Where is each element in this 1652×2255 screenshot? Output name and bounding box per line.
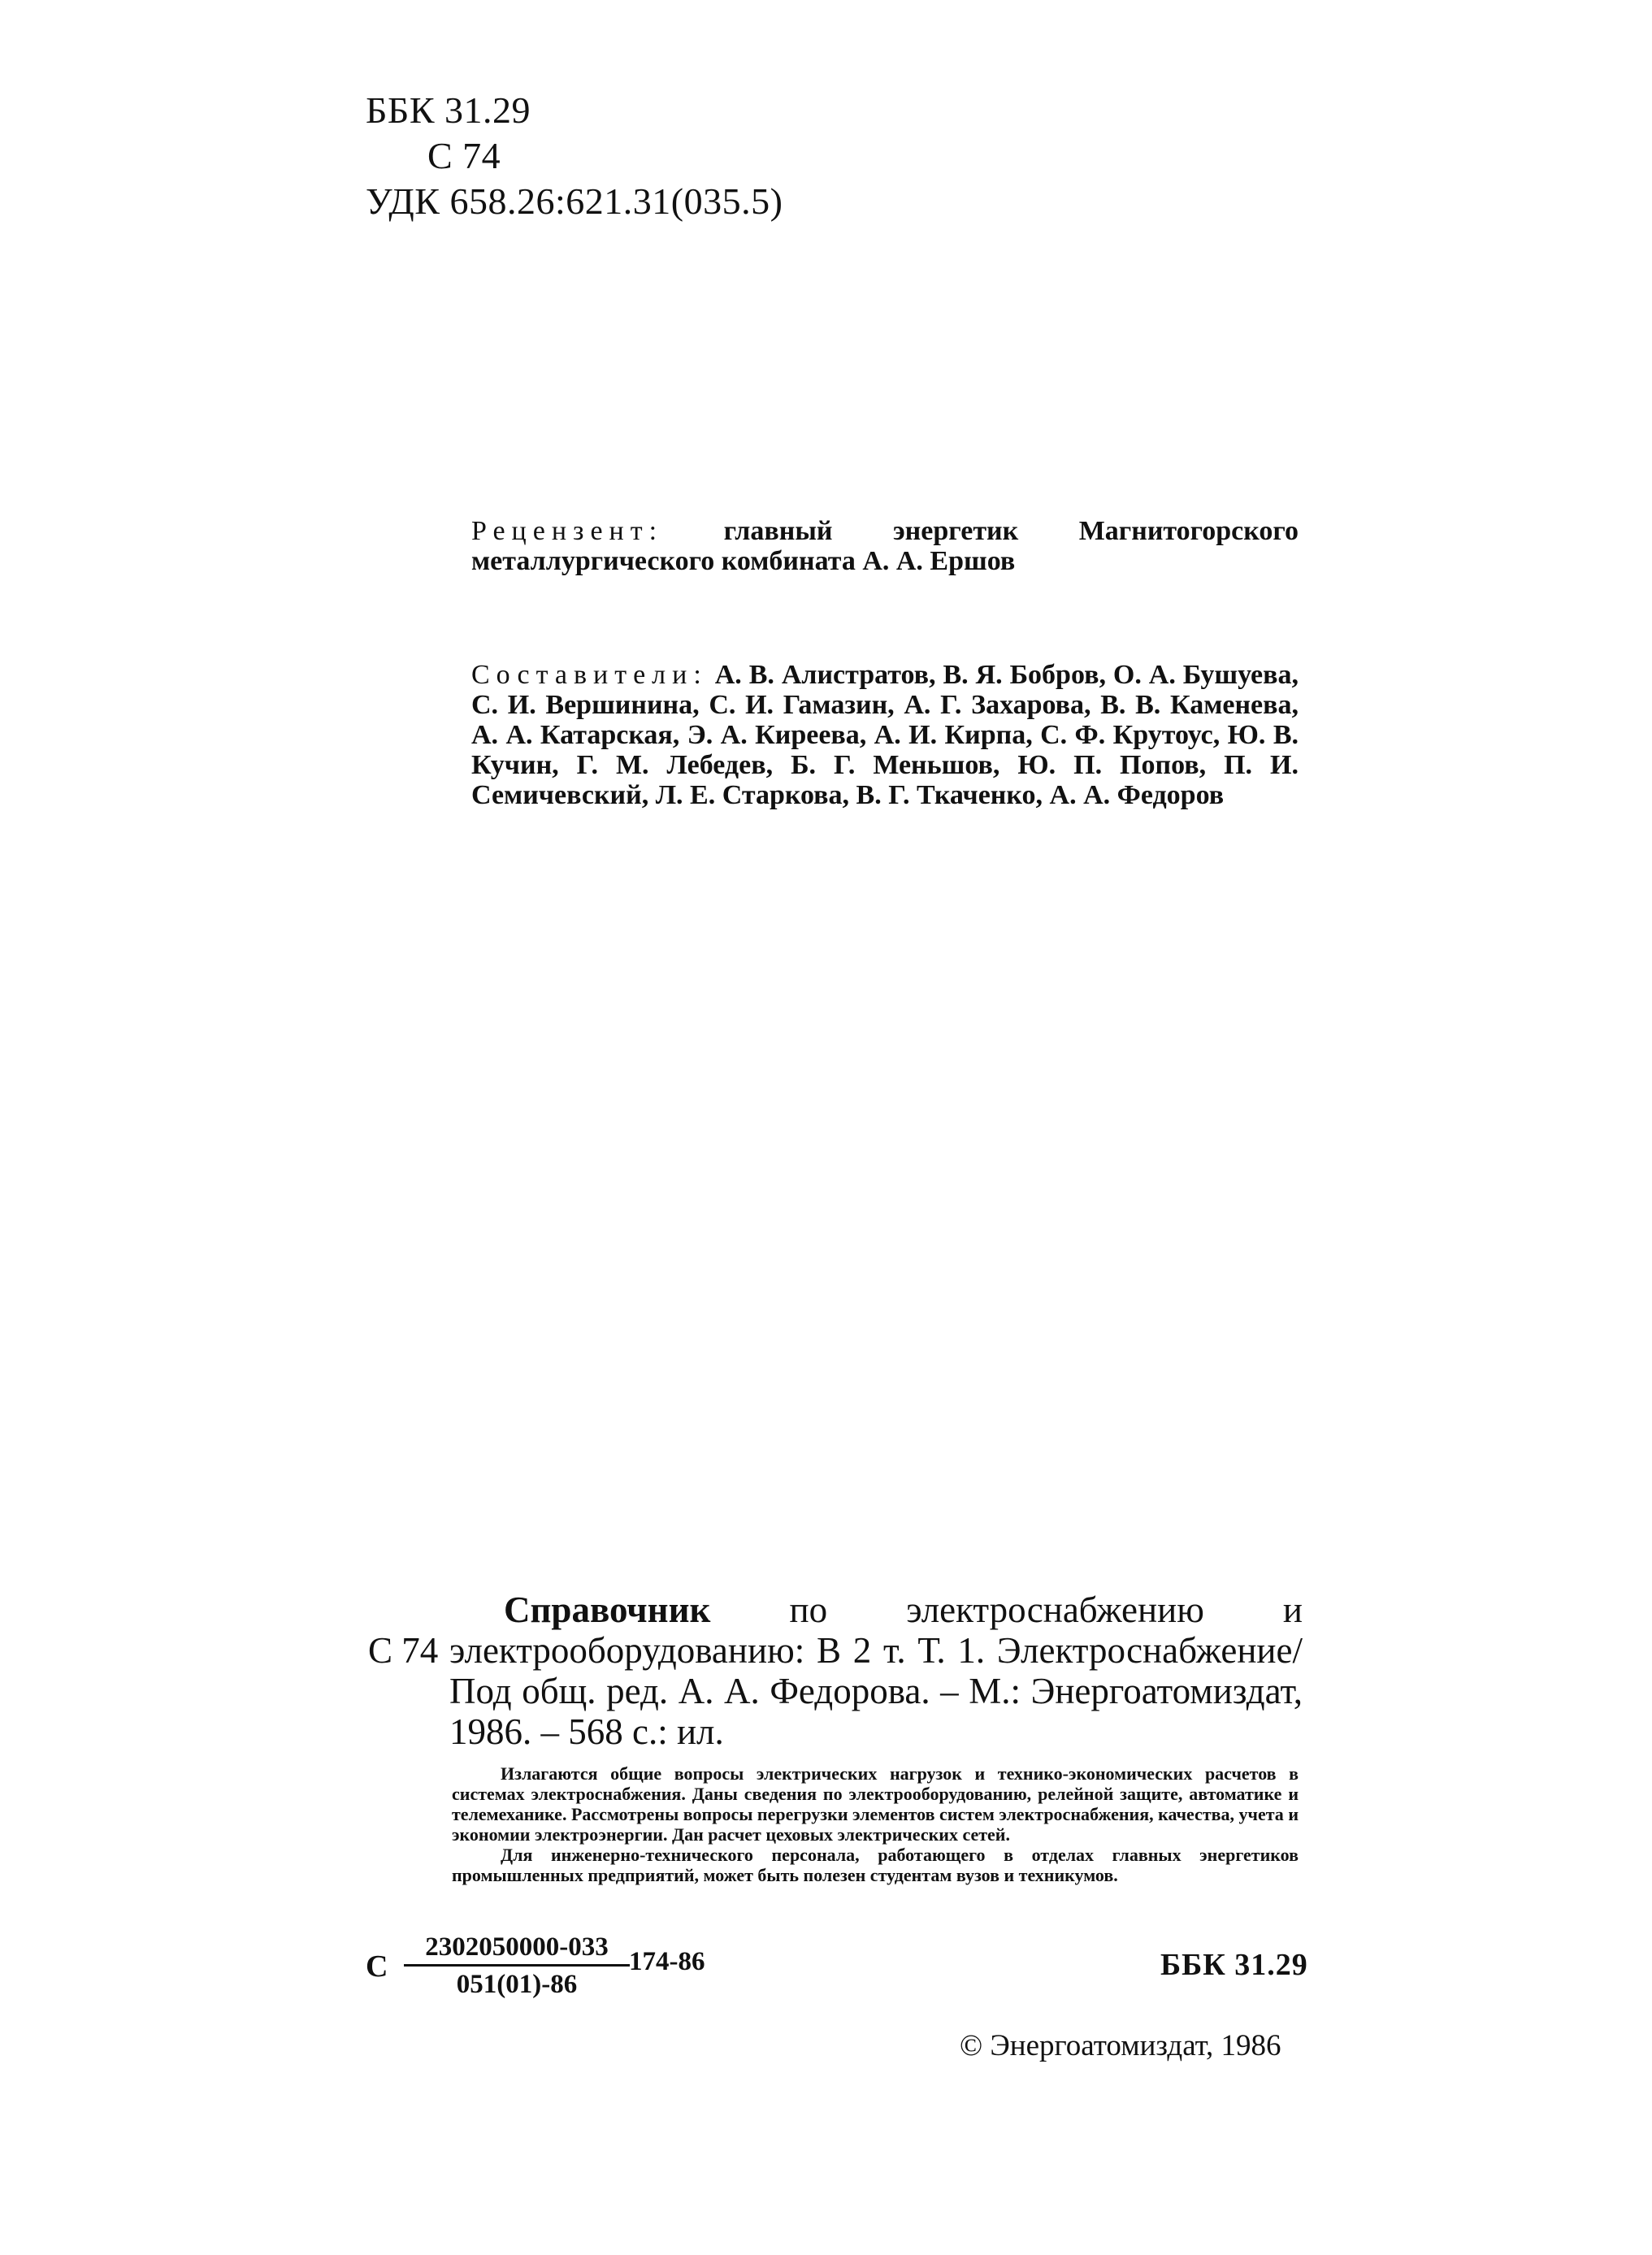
code-fraction xyxy=(404,1932,630,2000)
annotation-paragraph-2: Для инженерно-технического персонала, работающего в отделах главных энергетиков промышленных предприятий, может быть полезен студентам вузов и техникумов. xyxy=(452,1845,1299,1885)
author-sign: С 74 xyxy=(427,135,501,176)
code-suffix: 174-86 xyxy=(629,1947,705,1976)
title-word: Справочник xyxy=(504,1589,711,1630)
bibliographic-text xyxy=(449,1589,1303,1752)
bibliographic-entry xyxy=(368,1589,1303,1752)
code-numerator: 2302050000-033 xyxy=(425,1932,609,1962)
udk-code: УДК 658.26:621.31(035.5) xyxy=(366,180,783,222)
code-denominator: 051(01)-86 xyxy=(456,1970,578,1999)
bbk-code-bottom: ББК 31.29 xyxy=(1160,1948,1308,1982)
compilers-text: А. В. Алистратов, В. Я. Бобров, О. А. Бушуева, С. И. Вершинина, С. И. Гамазин, А. Г. Захарова, В. В. Каменева, А. А. Катарская, Э. А. Киреева, А. И. Кирпа, С. Ф. Крутоус, Ю. В. Кучин, Г. М. Лебедев, Б. Г. Меньшов, Ю. П. Попов, П. И. Семичевский, Л. Е. Старкова, В. Г. Ткаченко, А. А. Федоров xyxy=(471,660,1299,810)
reviewer-label: Рецензент: xyxy=(471,516,664,546)
code-prefix: С xyxy=(366,1949,388,1984)
annotation xyxy=(452,1763,1299,1885)
bbk-code: ББК 31.29 xyxy=(366,89,531,131)
compilers-paragraph xyxy=(471,660,1299,810)
bibliographic-description: по электроснабжению и электрооборудованию: В 2 т. Т. 1. Электроснабжение/Под общ. ред. А. А. Федорова. – М.: Энергоатомиздат, 1986. – 568 с.: ил. xyxy=(449,1589,1303,1752)
copyright-line: © Энергоатомиздат, 1986 xyxy=(960,2029,1281,2062)
reviewer-text: главный энергетик Магнитогорского металлургического комбината А. А. Ершов xyxy=(471,516,1299,576)
call-number: С 74 xyxy=(368,1630,439,1671)
annotation-paragraph-1: Излагаются общие вопросы электрических нагрузок и технико-экономических расчетов в системах электроснабжения. Даны сведения по электрооборудованию, релейной защите, автоматике и телемеханике. Рассмотрены вопросы перегрузки элементов систем электроснабжения, качества, учета и экономии электроэнергии. Дан расчет цеховых электрических сетей. xyxy=(452,1763,1299,1845)
reviewer-paragraph xyxy=(471,516,1299,576)
compilers-label: Составители: xyxy=(471,660,708,690)
classification-block xyxy=(366,88,783,224)
